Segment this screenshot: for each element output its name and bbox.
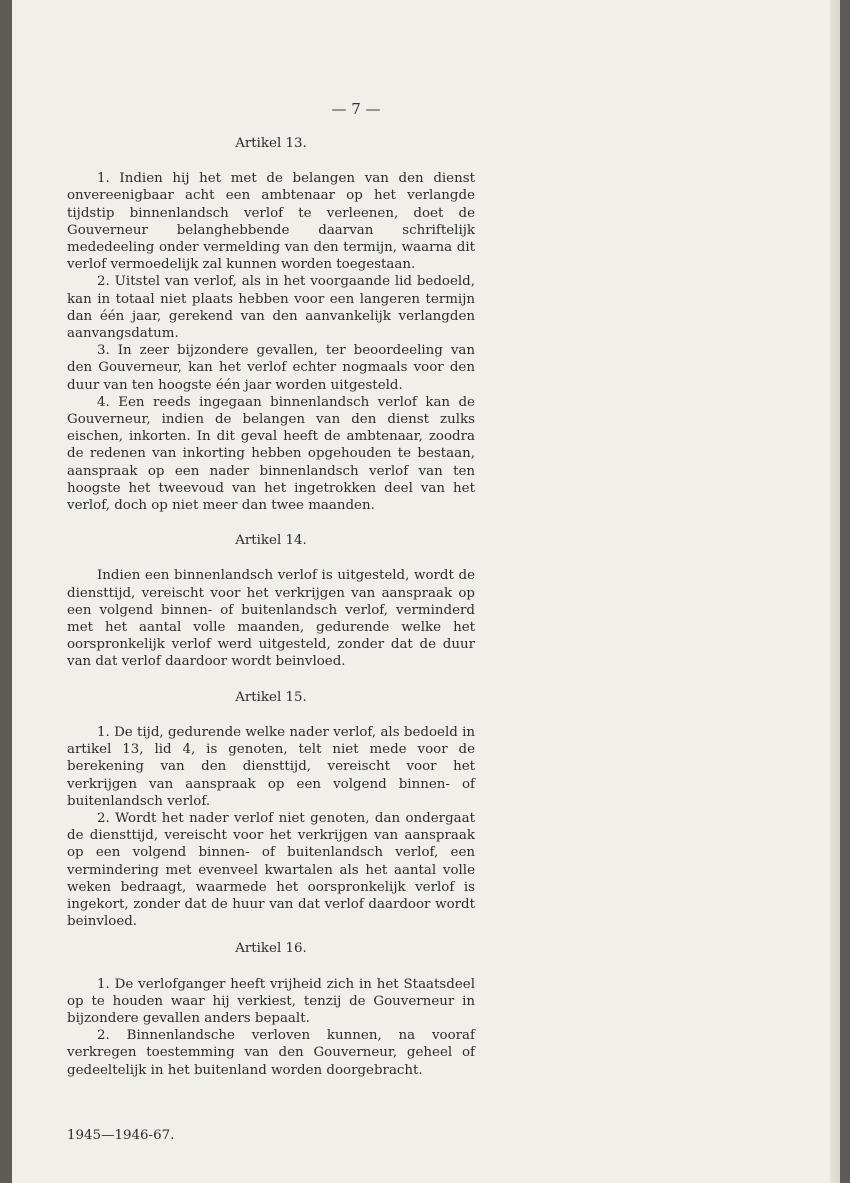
document-footer: 1945—1946-67. <box>67 1128 175 1143</box>
article-14 <box>67 532 475 670</box>
article-title: Artikel 14. <box>235 533 307 549</box>
paragraph: 1. De verlofganger heeft vrijheid zich in het Staatsdeel op te houden waar hij verkiest, tenzij de Gouverneur in bijzondere gevallen anders bepaalt. <box>67 976 475 1026</box>
paragraph: 2. Wordt het nader verlof niet genoten, dan ondergaat de diensttijd, vereischt voor het verkrijgen van aanspraak op een volgend binnen- of buitenlandsch verlof, een vermindering met evenveel kwartalen als het aantal volle weken bedraagt, waarmede het oorspronkelijk verlof is ingekort, zonder dat de huur van dat verlof daardoor wordt beinvloed. <box>67 810 475 930</box>
paragraph: 1. Indien hij het met de belangen van den dienst onvereenigbaar acht een ambtenaar op het verlangde tijdstip binnenlandsch verlof te verleenen, doet de Gouverneur belanghebbende daarvan schriftelijk mededeeling onder vermelding van den termijn, waarna dit verlof vermoedelijk zal kunnen worden toegestaan. <box>67 171 475 273</box>
page-number: — 7 — <box>331 100 381 118</box>
article-13 <box>67 135 475 514</box>
article-title: Artikel 16. <box>235 941 307 957</box>
document-body <box>67 135 475 1079</box>
page-edge <box>830 0 840 1183</box>
document-page <box>12 0 840 1183</box>
article-title: Artikel 13. <box>235 136 307 151</box>
paragraph: 2. Uitstel van verlof, als in het voorgaande lid bedoeld, kan in totaal niet plaats hebben voor een langeren termijn dan één jaar, gerekend van den aanvankelijk verlangden aanvangsdatum. <box>67 274 475 342</box>
article-title: Artikel 15. <box>235 689 307 705</box>
article-16 <box>67 940 475 1078</box>
paragraph: 3. In zeer bijzondere gevallen, ter beoordeeling van den Gouverneur, kan het verlof echter nogmaals voor den duur van ten hoogste één jaar worden uitgesteld. <box>67 343 475 393</box>
article-15 <box>67 689 475 931</box>
paragraph: Indien een binnenlandsch verlof is uitgesteld, wordt de diensttijd, vereischt voor het verkrijgen van aanspraak op een volgend binnen- of buitenlandsch verlof, verminderd met het aantal volle maanden, gedurende welke het oorspronkelijk verlof werd uitgesteld, zonder dat de duur van dat verlof daardoor wordt beinvloed. <box>67 568 475 670</box>
paragraph: 4. Een reeds ingegaan binnenlandsch verlof kan de Gouverneur, indien de belangen van den dienst zulks eischen, inkorten. In dit geval heeft de ambtenaar, zoodra de redenen van inkorting hebben opgehouden te bestaan, aanspraak op een nader binnenlandsch verlof van ten hoogste het tweevoud van het ingetrokken deel van het verlof, doch op niet meer dan twee maanden. <box>67 394 475 514</box>
paragraph: 2. Binnenlandsche verloven kunnen, na vooraf verkregen toestemming van den Gouverneur, geheel of gedeeltelijk in het buitenland worden doorgebracht. <box>67 1028 475 1078</box>
paragraph: 1. De tijd, gedurende welke nader verlof, als bedoeld in artikel 13, lid 4, is genoten, telt niet mede voor de berekening van den diensttijd, vereischt voor het verkrijgen van aanspraak op een volgend binnen- of buitenlandsch verlof. <box>67 724 475 809</box>
